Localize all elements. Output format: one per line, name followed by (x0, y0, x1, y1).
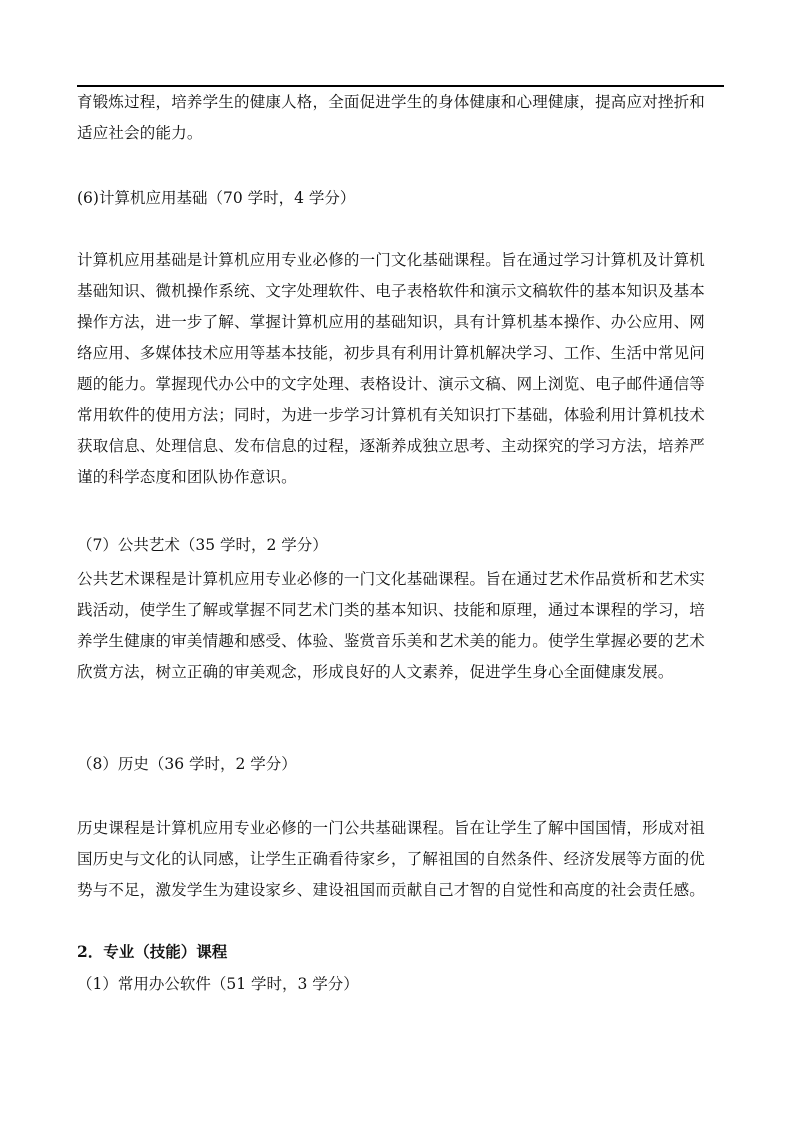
text-line: 公共艺术课程是计算机应用专业必修的一门文化基础课程。旨在通过艺术作品赏析和艺术实 (77, 570, 706, 588)
text-line: 践活动，使学生了解或掌握不同艺术门类的基本知识、技能和原理，通过本课程的学习，培 (77, 601, 706, 619)
text-line: 题的能力。掌握现代办公中的文字处理、表格设计、演示文稿、网上浏览、电子邮件通信等 (77, 375, 706, 393)
text-line: 历史课程是计算机应用专业必修的一门公共基础课程。旨在让学生了解中国国情，形成对祖 (77, 819, 706, 837)
text-line: 势与不足，激发学生为建设家乡、建设祖国而贡献自己才智的自觉性和高度的社会责任感。 (77, 881, 706, 899)
text-line: 谨的科学态度和团队协作意识。 (77, 468, 297, 486)
heading-computer-course: (6)计算机应用基础（70 学时，4 学分） (77, 189, 356, 207)
heading-history-course: （8）历史（36 学时，2 学分） (77, 755, 297, 773)
text-line: 获取信息、处理信息、发布信息的过程，逐渐养成独立思考、主动探究的学习方法，培养严 (77, 437, 706, 455)
intro-paragraph (77, 87, 727, 149)
text-line: 常用软件的使用方法；同时，为进一步学习计算机有关知识打下基础，体验利用计算机技术 (77, 406, 706, 424)
text-line: 欣赏方法，树立正确的审美观念，形成良好的人文素养，促进学生身心全面健康发展。 (77, 663, 674, 681)
heading-professional-courses: 2．专业（技能）课程 (77, 942, 228, 961)
text-line: 适应社会的能力。 (77, 124, 203, 142)
text-line: 络应用、多媒体技术应用等基本技能，初步具有利用计算机解决学习、工作、生活中常见问 (77, 344, 706, 362)
text-line: 计算机应用基础是计算机应用专业必修的一门文化基础课程。旨在通过学习计算机及计算机 (77, 251, 706, 269)
art-course-paragraph (77, 564, 727, 688)
text-line: 养学生健康的审美情趣和感受、体验、鉴赏音乐美和艺术美的能力。使学生掌握必要的艺术 (77, 632, 706, 650)
heading-office-software-course: （1）常用办公软件（51 学时，3 学分） (77, 975, 359, 993)
history-course-paragraph (77, 813, 727, 906)
computer-course-paragraph (77, 245, 727, 493)
text-line: 操作方法，进一步了解、掌握计算机应用的基础知识，具有计算机基本操作、办公应用、网 (77, 313, 706, 331)
heading-art-course: （7）公共艺术（35 学时，2 学分） (77, 536, 328, 554)
text-line: 育锻炼过程，培养学生的健康人格，全面促进学生的身体健康和心理健康，提高应对挫折和 (77, 93, 706, 111)
text-line: 国历史与文化的认同感，让学生正确看待家乡，了解祖国的自然条件、经济发展等方面的优 (77, 850, 706, 868)
text-line: 基础知识、微机操作系统、文字处理软件、电子表格软件和演示文稿软件的基本知识及基本 (77, 282, 706, 300)
